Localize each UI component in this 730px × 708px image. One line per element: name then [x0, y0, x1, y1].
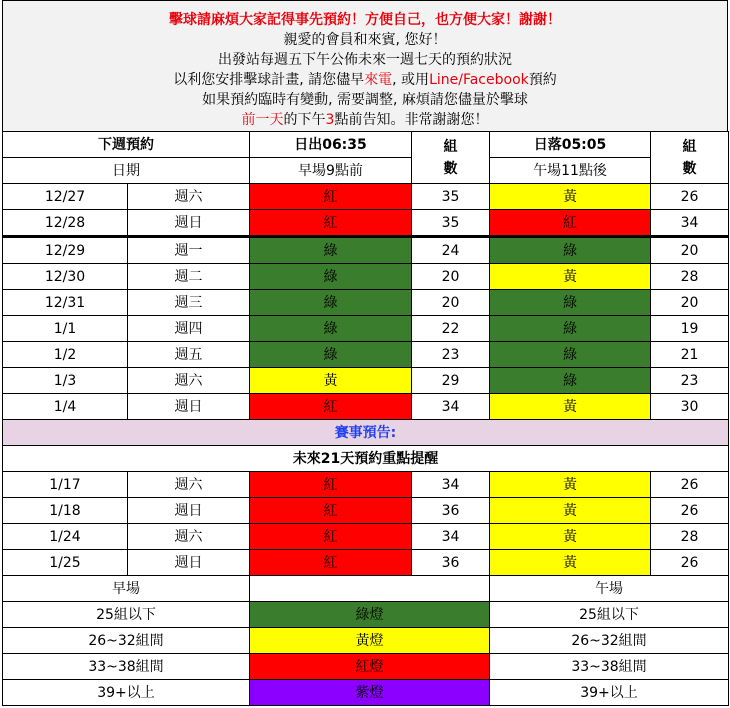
- morning-count-cell: 35: [412, 184, 490, 210]
- date-cell: 1/1: [3, 316, 128, 342]
- morning-count-cell: 23: [412, 342, 490, 368]
- header-line-4-post: 預約: [528, 72, 557, 88]
- legend-row: [3, 680, 729, 706]
- date-cell: 12/28: [3, 210, 128, 237]
- afternoon-count-cell: 26: [651, 472, 729, 498]
- table-row: [3, 210, 729, 237]
- afternoon-status-cell: 紅: [490, 210, 651, 237]
- morning-count-cell: 22: [412, 316, 490, 342]
- legend-morning-title: 早場: [3, 576, 250, 602]
- legend-light-label: 黃燈: [250, 628, 490, 654]
- date-cell: 12/29: [3, 237, 128, 264]
- future-21-days-title: 未來21天預約重點提醒: [3, 446, 729, 472]
- legend-light-label: 紅燈: [250, 654, 490, 680]
- morning-column-header: 早場9點前: [250, 158, 412, 184]
- header-hour-text: 3: [325, 112, 335, 128]
- afternoon-count-cell: 23: [651, 368, 729, 394]
- afternoon-status-cell: 黃: [490, 524, 651, 550]
- legend-afternoon-title: 午場: [490, 576, 729, 602]
- am-groups-header-top: 組: [443, 138, 458, 155]
- morning-status-cell: 紅: [250, 498, 412, 524]
- header-day-before-text: 前一天: [241, 112, 284, 128]
- day-cell: 週四: [128, 316, 250, 342]
- legend-morning-range: 25組以下: [3, 602, 250, 628]
- morning-status-cell: 紅: [250, 210, 412, 237]
- afternoon-status-cell: 黃: [490, 394, 651, 420]
- legend-light-label: 紫燈: [250, 680, 490, 706]
- afternoon-count-cell: 30: [651, 394, 729, 420]
- afternoon-status-cell: 綠: [490, 316, 651, 342]
- afternoon-status-cell: 黃: [490, 264, 651, 290]
- afternoon-count-cell: 28: [651, 524, 729, 550]
- table-row: [3, 368, 729, 394]
- date-cell: 1/24: [3, 524, 128, 550]
- afternoon-count-cell: 26: [651, 550, 729, 576]
- afternoon-status-cell: 綠: [490, 368, 651, 394]
- header-line-6: [3, 110, 727, 130]
- morning-status-cell: 紅: [250, 394, 412, 420]
- morning-status-cell: 綠: [250, 264, 412, 290]
- afternoon-status-cell: 綠: [490, 237, 651, 264]
- afternoon-count-cell: 26: [651, 184, 729, 210]
- sunrise-label: 日出06:35: [250, 132, 412, 158]
- day-cell: 週一: [128, 237, 250, 264]
- date-cell: 1/3: [3, 368, 128, 394]
- date-cell: 1/25: [3, 550, 128, 576]
- pm-groups-header-bottom: 數: [682, 160, 697, 177]
- afternoon-count-cell: 20: [651, 237, 729, 264]
- day-cell: 週二: [128, 264, 250, 290]
- legend-afternoon-range: 25組以下: [490, 602, 729, 628]
- date-column-header: 日期: [3, 158, 250, 184]
- pm-groups-header-top: 組: [682, 138, 697, 155]
- table-row: [3, 472, 729, 498]
- morning-status-cell: 紅: [250, 550, 412, 576]
- header-line-4-pre: 以利您安排擊球計畫, 請您儘早: [173, 72, 365, 88]
- header-call-text: 來電: [364, 72, 393, 88]
- am-groups-header-bottom: 數: [443, 160, 458, 177]
- date-cell: 1/17: [3, 472, 128, 498]
- future-title-row: [3, 446, 729, 472]
- header-line-4: [3, 70, 727, 90]
- header-line-4-mid: , 或用: [392, 72, 430, 88]
- afternoon-status-cell: 黃: [490, 498, 651, 524]
- header-line-6-mid: 的下午: [283, 112, 326, 128]
- afternoon-count-cell: 20: [651, 290, 729, 316]
- legend-afternoon-range: 26~32組間: [490, 628, 729, 654]
- morning-count-cell: 29: [412, 368, 490, 394]
- morning-count-cell: 24: [412, 237, 490, 264]
- table-header-row-1: [3, 132, 729, 158]
- morning-count-cell: 35: [412, 210, 490, 237]
- table-row: [3, 264, 729, 290]
- table-row: [3, 290, 729, 316]
- morning-status-cell: 綠: [250, 237, 412, 264]
- header-line-1: 擊球請麻煩大家記得事先預約！方便自己，也方便大家！謝謝！: [169, 12, 561, 28]
- date-cell: 12/31: [3, 290, 128, 316]
- afternoon-status-cell: 綠: [490, 342, 651, 368]
- morning-count-cell: 20: [412, 264, 490, 290]
- afternoon-count-cell: 28: [651, 264, 729, 290]
- legend-morning-range: 39+以上: [3, 680, 250, 706]
- event-notice: 賽事預告:: [3, 420, 729, 446]
- day-cell: 週日: [128, 550, 250, 576]
- morning-status-cell: 黃: [250, 368, 412, 394]
- day-cell: 週日: [128, 394, 250, 420]
- reservation-table: [2, 131, 729, 706]
- sunset-label: 日落05:05: [490, 132, 651, 158]
- table-row: [3, 237, 729, 264]
- morning-count-cell: 34: [412, 524, 490, 550]
- day-cell: 週六: [128, 368, 250, 394]
- morning-status-cell: 綠: [250, 342, 412, 368]
- legend-afternoon-range: 39+以上: [490, 680, 729, 706]
- notice-header: [2, 0, 728, 131]
- day-cell: 週六: [128, 524, 250, 550]
- afternoon-status-cell: 黃: [490, 184, 651, 210]
- afternoon-count-cell: 21: [651, 342, 729, 368]
- legend-row: [3, 628, 729, 654]
- afternoon-count-cell: 19: [651, 316, 729, 342]
- date-cell: 1/18: [3, 498, 128, 524]
- date-cell: 12/30: [3, 264, 128, 290]
- legend-row: [3, 602, 729, 628]
- table-header-row-2: [3, 158, 729, 184]
- legend-light-label: 綠燈: [250, 602, 490, 628]
- morning-status-cell: 紅: [250, 524, 412, 550]
- legend-afternoon-range: 33~38組間: [490, 654, 729, 680]
- legend-title-row: [3, 576, 729, 602]
- afternoon-status-cell: 黃: [490, 550, 651, 576]
- event-notice-row: [3, 420, 729, 446]
- morning-count-cell: 34: [412, 394, 490, 420]
- day-cell: 週三: [128, 290, 250, 316]
- legend-morning-range: 26~32組間: [3, 628, 250, 654]
- afternoon-count-cell: 26: [651, 498, 729, 524]
- table-row: [3, 316, 729, 342]
- header-line-facebook-text: Line/Facebook: [429, 72, 529, 88]
- table-row: [3, 498, 729, 524]
- day-cell: 週日: [128, 210, 250, 237]
- date-cell: 12/27: [3, 184, 128, 210]
- morning-count-cell: 34: [412, 472, 490, 498]
- morning-count-cell: 20: [412, 290, 490, 316]
- legend-row: [3, 654, 729, 680]
- header-line-3: 出發站每週五下午公佈未來一週七天的預約狀況: [218, 52, 512, 68]
- table-row: [3, 524, 729, 550]
- day-cell: 週日: [128, 498, 250, 524]
- legend-spacer: [250, 576, 490, 602]
- day-cell: 週六: [128, 184, 250, 210]
- header-line-2: 親愛的會員和來賓, 您好！: [283, 32, 447, 48]
- morning-status-cell: 紅: [250, 472, 412, 498]
- morning-status-cell: 綠: [250, 290, 412, 316]
- afternoon-count-cell: 34: [651, 210, 729, 237]
- morning-status-cell: 綠: [250, 316, 412, 342]
- morning-count-cell: 36: [412, 498, 490, 524]
- day-cell: 週五: [128, 342, 250, 368]
- table-row: [3, 394, 729, 420]
- afternoon-status-cell: 綠: [490, 290, 651, 316]
- pm-groups-header: [651, 132, 729, 184]
- reservation-sheet: [2, 0, 728, 706]
- morning-status-cell: 紅: [250, 184, 412, 210]
- morning-count-cell: 36: [412, 550, 490, 576]
- legend-morning-range: 33~38組間: [3, 654, 250, 680]
- table-row: [3, 342, 729, 368]
- afternoon-status-cell: 黃: [490, 472, 651, 498]
- header-line-5: 如果預約臨時有變動, 需要調整, 麻煩請您儘量於擊球: [202, 92, 528, 108]
- table-row: [3, 550, 729, 576]
- next-week-label: 下週預約: [3, 132, 250, 158]
- date-cell: 1/2: [3, 342, 128, 368]
- day-cell: 週六: [128, 472, 250, 498]
- afternoon-column-header: 午場11點後: [490, 158, 651, 184]
- date-cell: 1/4: [3, 394, 128, 420]
- header-line-6-post: 點前告知。非常謝謝您！: [334, 112, 489, 128]
- am-groups-header: [412, 132, 490, 184]
- table-row: [3, 184, 729, 210]
